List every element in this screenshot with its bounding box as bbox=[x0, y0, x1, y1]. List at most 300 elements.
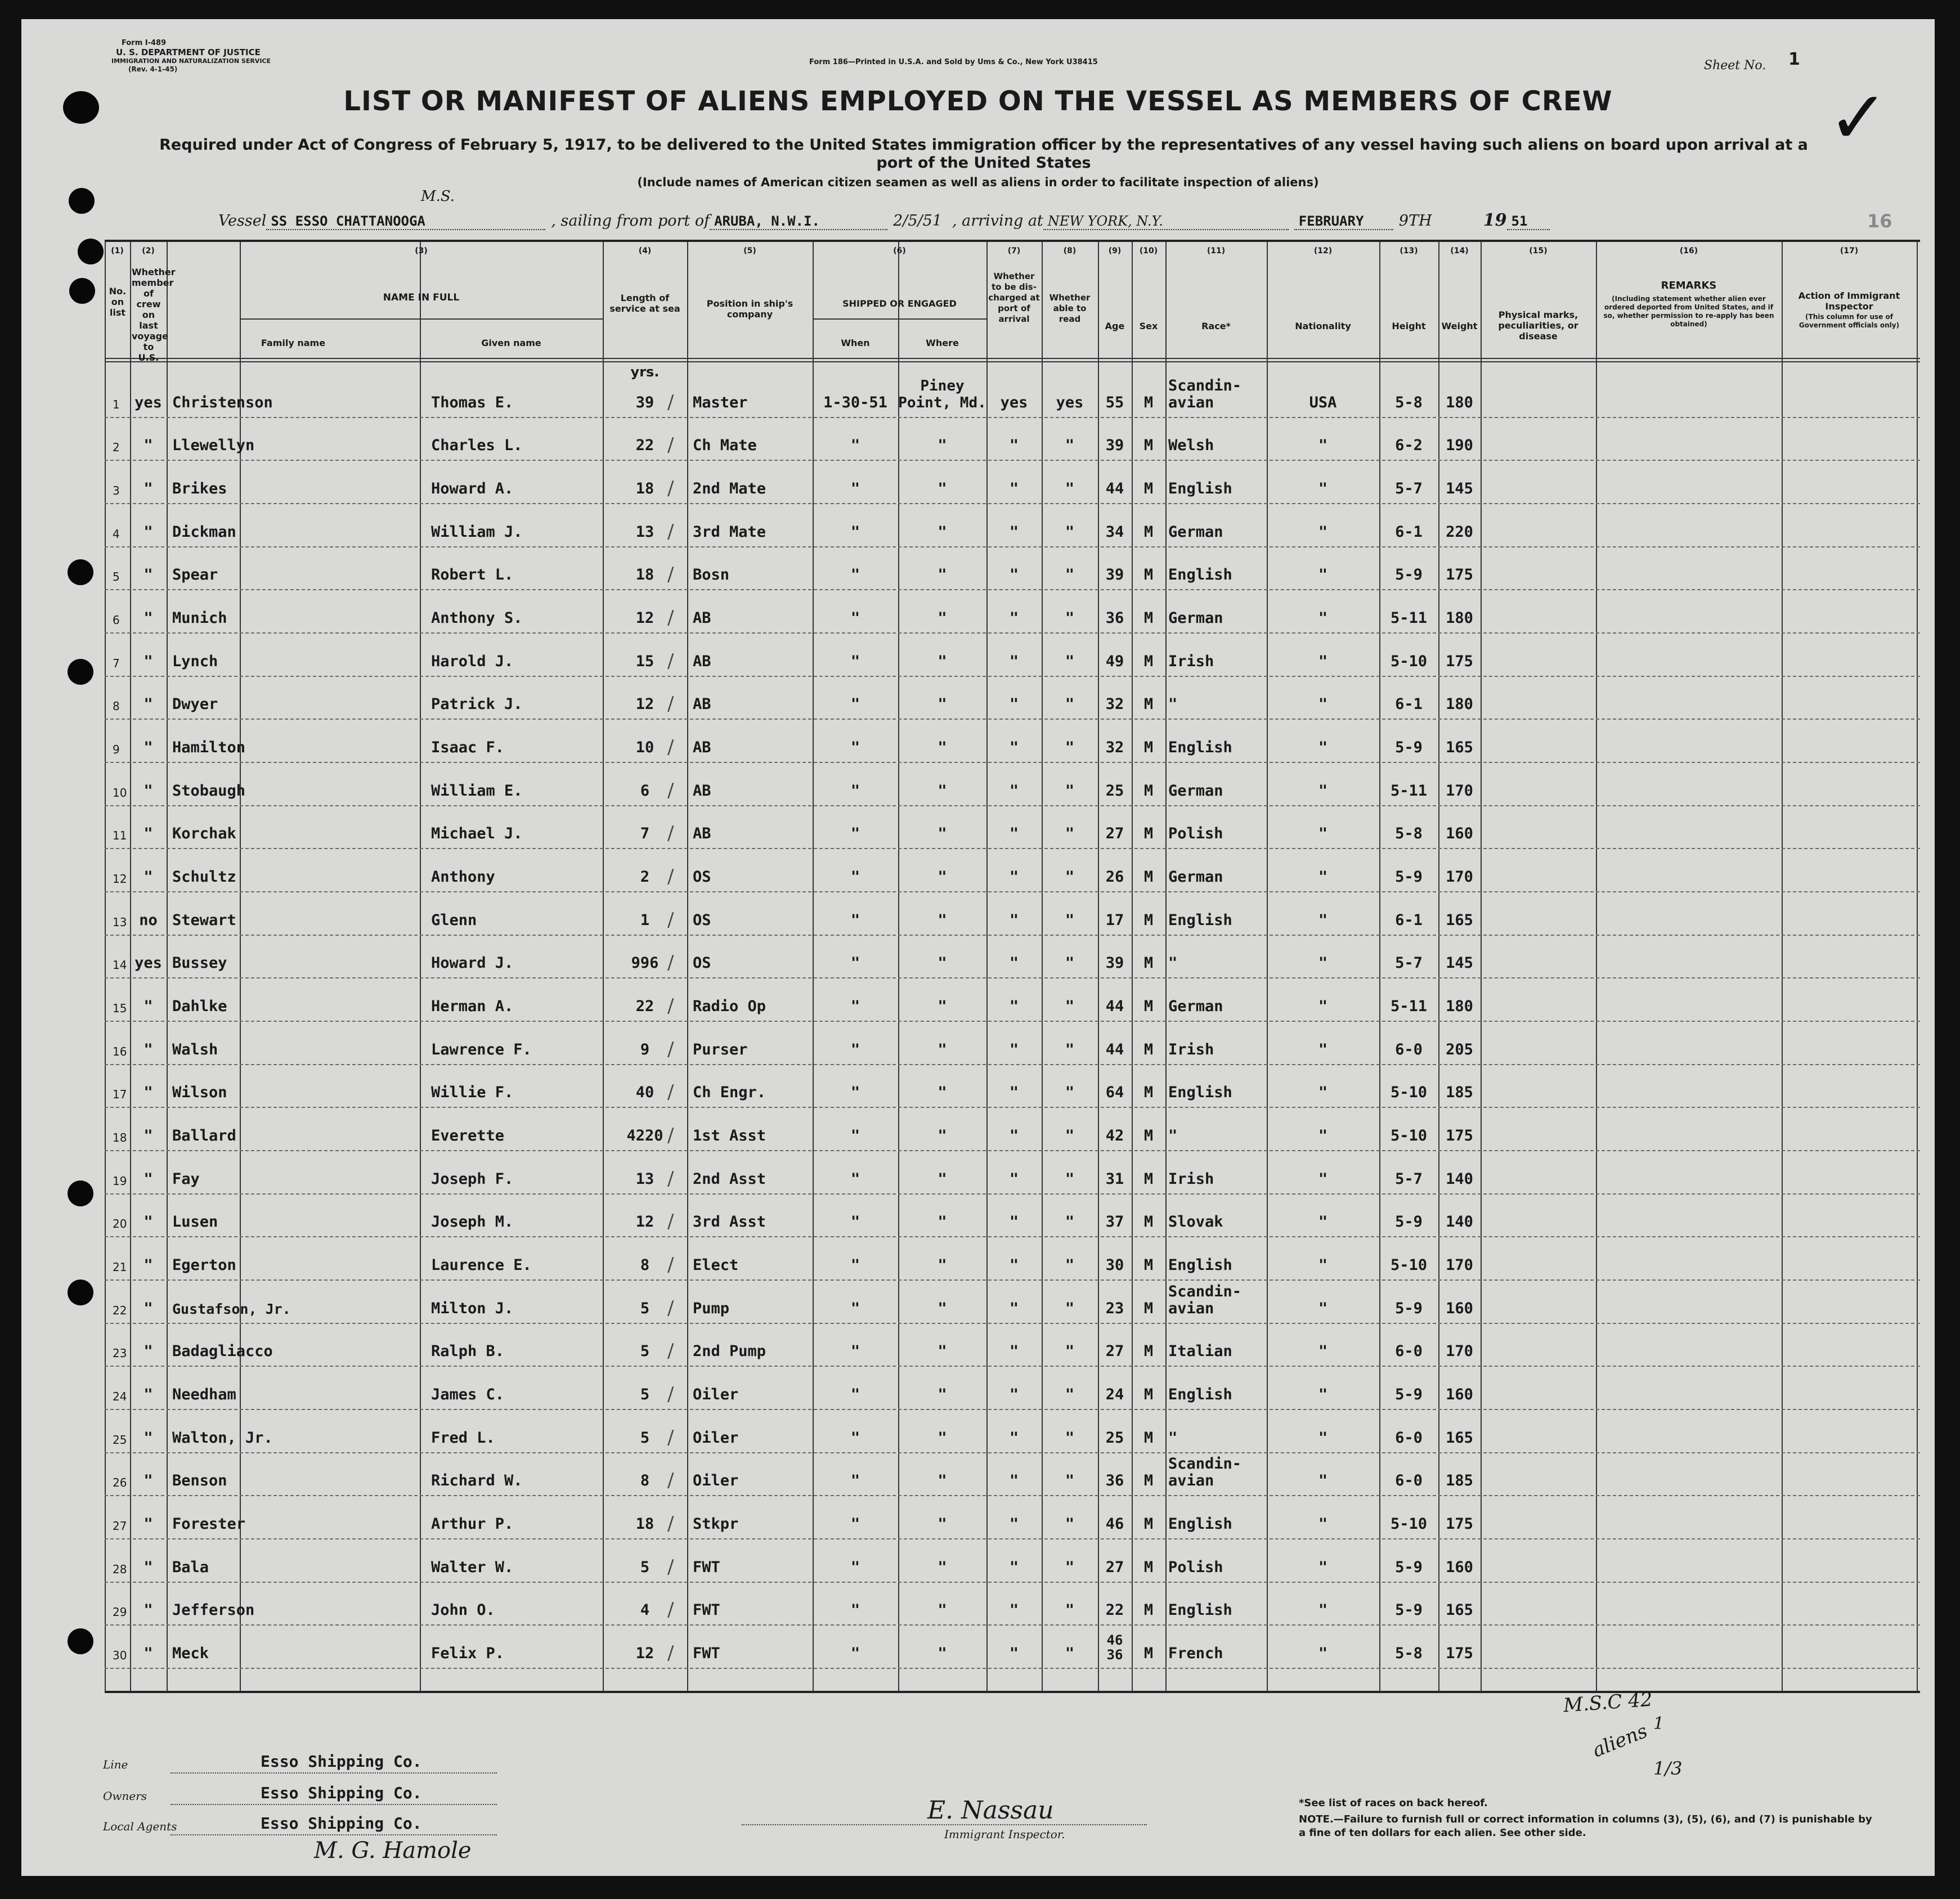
cell-race: German bbox=[1168, 523, 1223, 541]
table-row bbox=[105, 503, 1920, 547]
check-mark: ✓ bbox=[1828, 75, 1889, 160]
service-label: IMMIGRATION AND NATURALIZATION SERVICE bbox=[111, 57, 271, 65]
cell-sex: M bbox=[1143, 1299, 1154, 1317]
cell-given: Charles L. bbox=[431, 437, 523, 455]
col-header-shipped: SHIPPED OR ENGAGED bbox=[842, 298, 957, 309]
cell-sex: M bbox=[1143, 479, 1154, 497]
cell-family: Fay bbox=[172, 1170, 200, 1188]
cell-service: 996 bbox=[631, 954, 659, 972]
cell-position: Stkpr bbox=[693, 1515, 739, 1533]
cell-weight: 220 bbox=[1446, 523, 1473, 541]
col-header-height: Height bbox=[1392, 321, 1426, 331]
cell-read: " bbox=[1065, 1126, 1075, 1144]
check-tick: / bbox=[667, 1641, 674, 1664]
cell-read: " bbox=[1065, 523, 1075, 541]
cell-read: " bbox=[1065, 1170, 1075, 1188]
row-number: 13 bbox=[113, 915, 127, 929]
cell-when: " bbox=[850, 1126, 860, 1144]
cell-nationality: " bbox=[1318, 1040, 1328, 1058]
check-tick: / bbox=[667, 1555, 674, 1578]
cell-family: Spear bbox=[172, 566, 218, 584]
cell-discharged: " bbox=[1009, 1213, 1019, 1231]
cell-weight: 185 bbox=[1446, 1084, 1473, 1102]
cell-where: Piney Point, Md. bbox=[898, 377, 986, 411]
cell-service: 9 bbox=[640, 1040, 650, 1058]
cell-last: " bbox=[143, 1256, 153, 1274]
table-row bbox=[105, 1624, 1920, 1669]
cell-position: FWT bbox=[693, 1601, 720, 1619]
cell-where: " bbox=[938, 1385, 947, 1403]
punch-hole bbox=[68, 1628, 93, 1654]
check-tick: / bbox=[667, 951, 674, 975]
cell-given: Harold J. bbox=[431, 652, 514, 670]
cell-where: " bbox=[938, 523, 947, 541]
cell-position: 2nd Mate bbox=[693, 479, 766, 497]
cell-height: 5-11 bbox=[1390, 609, 1428, 627]
cell-nationality: " bbox=[1318, 695, 1328, 713]
cell-sex: M bbox=[1143, 868, 1154, 886]
cell-discharged: yes bbox=[1000, 393, 1028, 411]
cell-when: " bbox=[850, 1558, 860, 1576]
cell-last: " bbox=[143, 825, 153, 843]
cell-age: 64 bbox=[1105, 1084, 1124, 1102]
row-number: 10 bbox=[113, 785, 127, 800]
row-number: 16 bbox=[113, 1044, 127, 1058]
table-row bbox=[105, 1323, 1920, 1367]
table-row bbox=[105, 676, 1920, 720]
cell-read: " bbox=[1065, 1343, 1075, 1361]
cell-sex: M bbox=[1143, 1601, 1154, 1619]
cell-race: English bbox=[1168, 738, 1232, 756]
cell-family: Jefferson bbox=[172, 1601, 255, 1619]
cell-read: " bbox=[1065, 1299, 1075, 1317]
cell-sex: M bbox=[1143, 1472, 1154, 1490]
cell-where: " bbox=[938, 652, 947, 670]
cell-sex: M bbox=[1143, 1429, 1154, 1447]
cell-read: " bbox=[1065, 1213, 1075, 1231]
cell-discharged: " bbox=[1009, 1385, 1019, 1403]
row-number: 29 bbox=[113, 1605, 127, 1619]
check-tick: / bbox=[667, 1038, 674, 1061]
stamp-number: 16 bbox=[1867, 210, 1892, 232]
cell-given: Fred L. bbox=[431, 1429, 495, 1447]
cell-nationality: " bbox=[1318, 1601, 1328, 1619]
column-number: (15) bbox=[1529, 246, 1548, 255]
cell-height: 6-0 bbox=[1395, 1472, 1423, 1490]
cell-read: " bbox=[1065, 479, 1075, 497]
cell-discharged: " bbox=[1009, 609, 1019, 627]
cell-height: 6-1 bbox=[1395, 911, 1423, 929]
check-tick: / bbox=[667, 1253, 674, 1276]
sheet-number-value: 1 bbox=[1788, 50, 1800, 69]
cell-family: Forester bbox=[172, 1515, 246, 1533]
cell-service: 12 bbox=[635, 609, 654, 627]
handwritten-annotation: M.S.C 42 bbox=[1562, 1688, 1653, 1717]
cell-where: " bbox=[938, 566, 947, 584]
cell-position: Elect bbox=[693, 1256, 739, 1274]
cell-age: 30 bbox=[1105, 1256, 1124, 1274]
sailing-date: 2/5/51 bbox=[893, 212, 942, 230]
cell-sex: M bbox=[1143, 437, 1154, 455]
col-header-weight: Weight bbox=[1441, 321, 1478, 331]
cell-height: 5-7 bbox=[1395, 954, 1423, 972]
cell-sex: M bbox=[1143, 738, 1154, 756]
cell-service: 12 bbox=[635, 1644, 654, 1662]
cell-nationality: " bbox=[1318, 738, 1328, 756]
cell-when: " bbox=[850, 1213, 860, 1231]
cell-last: no bbox=[139, 911, 158, 929]
cell-height: 5-9 bbox=[1395, 1558, 1423, 1576]
cell-when: " bbox=[850, 523, 860, 541]
cell-discharged: " bbox=[1009, 1040, 1019, 1058]
cell-where: " bbox=[938, 1601, 947, 1619]
cell-given: Everette bbox=[431, 1126, 505, 1144]
cell-family: Lynch bbox=[172, 652, 218, 670]
row-number: 15 bbox=[113, 1001, 127, 1015]
cell-discharged: " bbox=[1009, 1126, 1019, 1144]
cell-service: 5 bbox=[640, 1299, 650, 1317]
cell-where: " bbox=[938, 825, 947, 843]
row-number: 19 bbox=[113, 1174, 127, 1188]
cell-service: 5 bbox=[640, 1429, 650, 1447]
cell-read: " bbox=[1065, 1385, 1075, 1403]
cell-age: 31 bbox=[1105, 1170, 1124, 1188]
cell-age: 55 bbox=[1105, 393, 1124, 411]
table-body bbox=[105, 374, 1920, 1668]
cell-given: Felix P. bbox=[431, 1644, 505, 1662]
cell-discharged: " bbox=[1009, 1343, 1019, 1361]
row-number: 6 bbox=[113, 613, 120, 627]
cell-last: " bbox=[143, 1429, 153, 1447]
check-tick: / bbox=[667, 390, 674, 414]
cell-age: 39 bbox=[1105, 437, 1124, 455]
cell-given: Richard W. bbox=[431, 1472, 523, 1490]
cell-last: " bbox=[143, 782, 153, 800]
column-number: (6) bbox=[893, 246, 906, 255]
table-row bbox=[105, 805, 1920, 850]
col-header-nationality: Nationality bbox=[1295, 321, 1351, 331]
col-header-service: Length of service at sea bbox=[609, 293, 680, 314]
table-row bbox=[105, 848, 1920, 892]
table-row bbox=[105, 1452, 1920, 1497]
check-tick: / bbox=[667, 1382, 674, 1406]
cell-height: 5-9 bbox=[1395, 1299, 1423, 1317]
col-header-sex: Sex bbox=[1139, 321, 1158, 331]
punch-hole bbox=[69, 188, 95, 214]
footer-owners bbox=[103, 1784, 609, 1806]
cell-nationality: " bbox=[1318, 1126, 1328, 1144]
cell-where: " bbox=[938, 954, 947, 972]
cell-where: " bbox=[938, 868, 947, 886]
check-tick: / bbox=[667, 822, 674, 845]
column-number: (9) bbox=[1108, 246, 1122, 255]
cell-last: " bbox=[143, 1126, 153, 1144]
cell-position: 2nd Pump bbox=[693, 1343, 766, 1361]
column-number: (3) bbox=[415, 246, 428, 255]
column-number: (4) bbox=[638, 246, 652, 255]
cell-sex: M bbox=[1143, 1213, 1154, 1231]
cell-age: 36 bbox=[1105, 609, 1124, 627]
cell-read: " bbox=[1065, 825, 1075, 843]
cell-discharged: " bbox=[1009, 911, 1019, 929]
footer-line bbox=[103, 1752, 609, 1775]
owners-label: Owners bbox=[103, 1789, 147, 1803]
cell-where: " bbox=[938, 1213, 947, 1231]
cell-weight: 185 bbox=[1446, 1472, 1473, 1490]
cell-family: Wilson bbox=[172, 1084, 227, 1102]
cell-last: " bbox=[143, 695, 153, 713]
cell-service: 5 bbox=[640, 1385, 650, 1403]
cell-height: 5-9 bbox=[1395, 868, 1423, 886]
cell-nationality: " bbox=[1318, 437, 1328, 455]
table-row bbox=[105, 1538, 1920, 1583]
cell-nationality: " bbox=[1318, 1213, 1328, 1231]
cell-race: Slovak bbox=[1168, 1213, 1223, 1231]
column-number: (2) bbox=[142, 246, 155, 255]
agent-signature: M. G. Hamole bbox=[314, 1838, 472, 1864]
cell-nationality: " bbox=[1318, 1429, 1328, 1447]
department-label: U. S. DEPARTMENT OF JUSTICE bbox=[116, 47, 261, 57]
column-number: (11) bbox=[1207, 246, 1226, 255]
cell-race: Polish bbox=[1168, 825, 1223, 843]
cell-given: Willie F. bbox=[431, 1084, 514, 1102]
cell-sex: M bbox=[1143, 954, 1154, 972]
cell-position: AB bbox=[693, 825, 711, 843]
cell-read: " bbox=[1065, 652, 1075, 670]
cell-last: " bbox=[143, 1644, 153, 1662]
cell-age: 25 bbox=[1105, 1429, 1124, 1447]
cell-position: AB bbox=[693, 695, 711, 713]
cell-race: Scandin-avian bbox=[1168, 1455, 1242, 1490]
cell-when: " bbox=[850, 911, 860, 929]
cell-weight: 180 bbox=[1446, 393, 1473, 411]
cell-sex: M bbox=[1143, 1126, 1154, 1144]
cell-age: 25 bbox=[1105, 782, 1124, 800]
punch-hole bbox=[68, 1280, 93, 1305]
cell-family: Llewellyn bbox=[172, 437, 255, 455]
cell-where: " bbox=[938, 1515, 947, 1533]
cell-service: 4 bbox=[640, 1601, 650, 1619]
cell-age: 32 bbox=[1105, 738, 1124, 756]
cell-where: " bbox=[938, 1040, 947, 1058]
column-number: (13) bbox=[1400, 246, 1418, 255]
cell-age: 44 bbox=[1105, 479, 1124, 497]
cell-when: " bbox=[850, 1601, 860, 1619]
cell-discharged: " bbox=[1009, 1084, 1019, 1102]
include-note: (Include names of American citizen seamen as well as aliens in order to facilitate inspection of aliens) bbox=[637, 176, 1319, 189]
cell-age: 46 bbox=[1105, 1515, 1124, 1533]
table-row bbox=[105, 632, 1920, 677]
cell-race: Scandin-avian bbox=[1168, 376, 1242, 411]
cell-last: " bbox=[143, 738, 153, 756]
cell-position: OS bbox=[693, 868, 711, 886]
cell-weight: 165 bbox=[1446, 738, 1473, 756]
manifest-table bbox=[105, 240, 1920, 1693]
cell-position: AB bbox=[693, 782, 711, 800]
table-row bbox=[105, 762, 1920, 806]
punch-hole bbox=[69, 278, 95, 304]
cell-family: Munich bbox=[172, 609, 227, 627]
cell-race: English bbox=[1168, 479, 1232, 497]
table-row bbox=[105, 1236, 1920, 1281]
cell-service: 15 bbox=[635, 652, 654, 670]
cell-weight: 170 bbox=[1446, 1256, 1473, 1274]
cell-race: German bbox=[1168, 782, 1223, 800]
cell-discharged: " bbox=[1009, 1515, 1019, 1533]
cell-weight: 170 bbox=[1446, 868, 1473, 886]
cell-nationality: " bbox=[1318, 1558, 1328, 1576]
cell-position: 2nd Asst bbox=[693, 1170, 766, 1188]
row-number: 24 bbox=[113, 1389, 127, 1403]
row-number: 28 bbox=[113, 1562, 127, 1576]
cell-where: " bbox=[938, 1472, 947, 1490]
col-header-name: NAME IN FULL bbox=[383, 292, 460, 303]
cell-last: " bbox=[143, 1084, 153, 1102]
row-number: 2 bbox=[113, 441, 120, 455]
check-tick: / bbox=[667, 649, 674, 672]
cell-height: 5-10 bbox=[1390, 1515, 1428, 1533]
cell-when: 1-30-51 bbox=[823, 393, 887, 411]
cell-race: French bbox=[1168, 1644, 1223, 1662]
column-number: (17) bbox=[1840, 246, 1859, 255]
cell-family: Badagliacco bbox=[172, 1343, 273, 1361]
check-tick: / bbox=[667, 1469, 674, 1492]
check-tick: / bbox=[667, 1599, 674, 1622]
cell-last: " bbox=[143, 1213, 153, 1231]
table-row bbox=[105, 1366, 1920, 1410]
check-tick: / bbox=[667, 1512, 674, 1535]
agents-label: Local Agents bbox=[103, 1820, 177, 1833]
cell-race: " bbox=[1168, 1429, 1178, 1447]
cell-read: " bbox=[1065, 1601, 1075, 1619]
cell-height: 5-8 bbox=[1395, 825, 1423, 843]
cell-service: 1 bbox=[640, 911, 650, 929]
cell-weight: 145 bbox=[1446, 479, 1473, 497]
row-number: 4 bbox=[113, 527, 120, 541]
vessel-note: M.S. bbox=[421, 188, 455, 205]
column-number: (7) bbox=[1007, 246, 1021, 255]
row-number: 11 bbox=[113, 829, 127, 843]
cell-service: 4220 bbox=[626, 1126, 663, 1144]
cell-when: " bbox=[850, 997, 860, 1015]
cell-where: " bbox=[938, 1084, 947, 1102]
cell-race: English bbox=[1168, 566, 1232, 584]
inspector-label: Immigrant Inspector. bbox=[944, 1828, 1065, 1841]
cell-position: Oiler bbox=[693, 1429, 739, 1447]
cell-sex: M bbox=[1143, 1040, 1154, 1058]
cell-read: " bbox=[1065, 868, 1075, 886]
cell-discharged: " bbox=[1009, 566, 1019, 584]
cell-nationality: " bbox=[1318, 868, 1328, 886]
requirement-text: Required under Act of Congress of February 5, 1917, to be delivered to the United States immigration officer by the representatives of any vessel having such aliens on board upon arrival at a port of the United States bbox=[159, 136, 1808, 172]
cell-sex: M bbox=[1143, 609, 1154, 627]
cell-race: Scandin-avian bbox=[1168, 1282, 1242, 1317]
cell-last: " bbox=[143, 868, 153, 886]
check-tick: / bbox=[667, 520, 674, 543]
cell-weight: 160 bbox=[1446, 825, 1473, 843]
check-tick: / bbox=[667, 1296, 674, 1319]
row-number: 20 bbox=[113, 1217, 127, 1231]
cell-sex: M bbox=[1143, 652, 1154, 670]
cell-read: " bbox=[1065, 1429, 1075, 1447]
cell-nationality: " bbox=[1318, 1256, 1328, 1274]
cell-service: 22 bbox=[635, 997, 654, 1015]
cell-nationality: " bbox=[1318, 1170, 1328, 1188]
cell-weight: 175 bbox=[1446, 566, 1473, 584]
check-tick: / bbox=[667, 1426, 674, 1449]
cell-when: " bbox=[850, 652, 860, 670]
col-header-no: No. on list bbox=[109, 286, 127, 318]
cell-height: 5-9 bbox=[1395, 1213, 1423, 1231]
cell-family: Walton, Jr. bbox=[172, 1429, 273, 1447]
check-tick: / bbox=[667, 477, 674, 500]
col-header-discharged: Whether to be dis-charged at port of arrival bbox=[988, 271, 1040, 324]
cell-where: " bbox=[938, 1343, 947, 1361]
table-row bbox=[105, 1107, 1920, 1151]
cell-given: Glenn bbox=[431, 911, 477, 929]
cell-service: 18 bbox=[635, 1515, 654, 1533]
col-header-position: Position in ship's company bbox=[706, 298, 793, 320]
cell-nationality: " bbox=[1318, 1084, 1328, 1102]
cell-weight: 180 bbox=[1446, 609, 1473, 627]
footer-agents bbox=[103, 1814, 609, 1837]
column-number: (10) bbox=[1139, 246, 1158, 255]
table-row bbox=[105, 1495, 1920, 1539]
cell-nationality: " bbox=[1318, 1472, 1328, 1490]
row-number: 27 bbox=[113, 1519, 127, 1533]
col-header-remarks: REMARKS bbox=[1661, 280, 1717, 291]
cell-height: 5-8 bbox=[1395, 393, 1423, 411]
cell-where: " bbox=[938, 1429, 947, 1447]
cell-sex: M bbox=[1143, 825, 1154, 843]
cell-position: Ch Engr. bbox=[693, 1084, 766, 1102]
cell-nationality: " bbox=[1318, 954, 1328, 972]
cell-when: " bbox=[850, 825, 860, 843]
cell-discharged: " bbox=[1009, 997, 1019, 1015]
cell-discharged: " bbox=[1009, 1644, 1019, 1662]
revision-label: (Rev. 4-1-45) bbox=[128, 65, 178, 73]
cell-discharged: " bbox=[1009, 738, 1019, 756]
cell-read: " bbox=[1065, 1084, 1075, 1102]
handwritten-annotation: 1/3 bbox=[1653, 1758, 1683, 1779]
cell-nationality: " bbox=[1318, 825, 1328, 843]
cell-weight: 190 bbox=[1446, 437, 1473, 455]
cell-given: Arthur P. bbox=[431, 1515, 514, 1533]
cell-race: Irish bbox=[1168, 1170, 1214, 1188]
cell-race: English bbox=[1168, 1515, 1232, 1533]
cell-read: " bbox=[1065, 782, 1075, 800]
cell-family: Korchak bbox=[172, 825, 236, 843]
cell-family: Brikes bbox=[172, 479, 227, 497]
row-number: 17 bbox=[113, 1088, 127, 1102]
cell-discharged: " bbox=[1009, 1472, 1019, 1490]
cell-height: 5-11 bbox=[1390, 997, 1428, 1015]
cell-where: " bbox=[938, 1299, 947, 1317]
cell-height: 5-10 bbox=[1390, 1256, 1428, 1274]
cell-discharged: " bbox=[1009, 825, 1019, 843]
cell-age: 37 bbox=[1105, 1213, 1124, 1231]
cell-weight: 175 bbox=[1446, 1126, 1473, 1144]
sailing-port: ARUBA, N.W.I. bbox=[710, 213, 887, 230]
cell-read: " bbox=[1065, 1515, 1075, 1533]
cell-discharged: " bbox=[1009, 437, 1019, 455]
cell-last: " bbox=[143, 566, 153, 584]
cell-read: " bbox=[1065, 609, 1075, 627]
cell-given: Joseph F. bbox=[431, 1170, 514, 1188]
cell-sex: M bbox=[1143, 1170, 1154, 1188]
cell-nationality: " bbox=[1318, 911, 1328, 929]
cell-race: English bbox=[1168, 1084, 1232, 1102]
